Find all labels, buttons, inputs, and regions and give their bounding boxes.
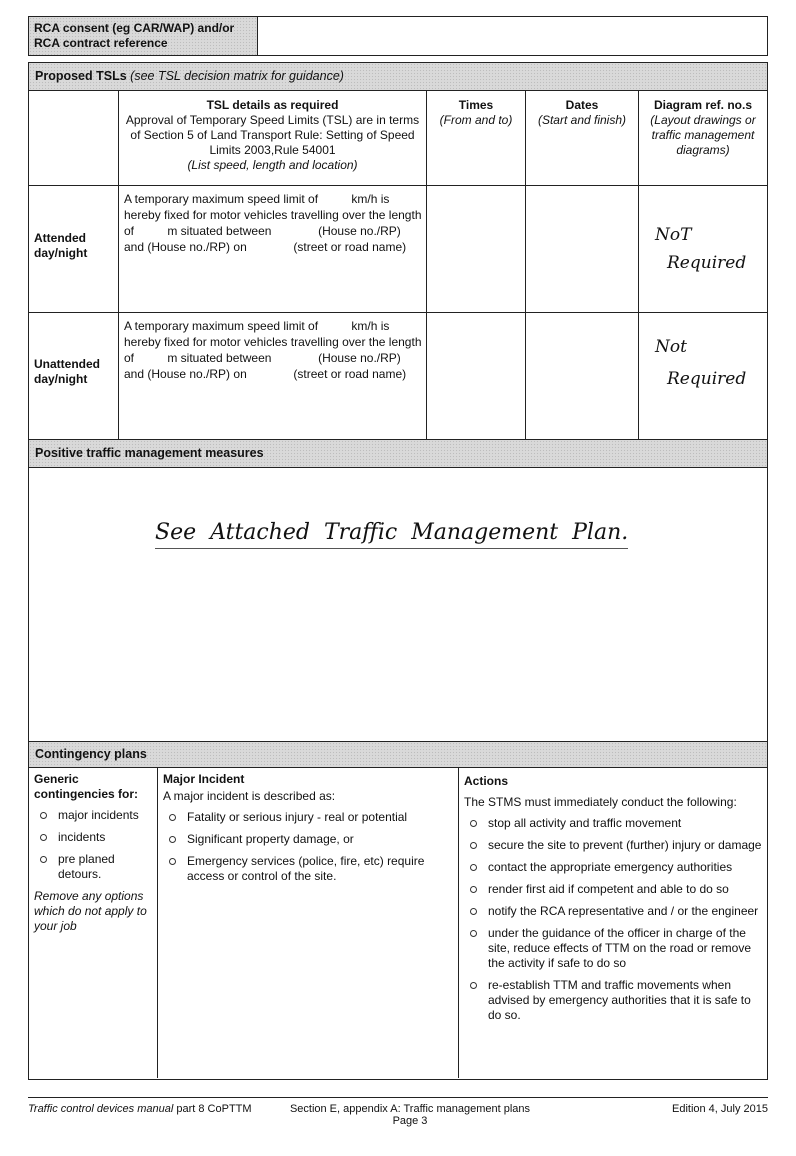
positive-measures-header <box>29 440 767 468</box>
contingency-section <box>28 742 768 1080</box>
tsl-section-note: (see TSL decision matrix for guidance) <box>130 69 344 83</box>
positive-measures-title: Positive traffic management measures <box>35 446 264 460</box>
actions <box>464 774 762 1030</box>
list-item: pre planed detours. <box>34 852 154 882</box>
list-item: secure the site to prevent (further) injury or damage <box>464 838 762 853</box>
list-item: stop all activity and traffic movement <box>464 816 762 831</box>
tsl-row-unattended-dates[interactable] <box>527 314 637 438</box>
generic-note: Remove any options which do not apply to your job <box>34 889 147 933</box>
list-item: incidents <box>34 830 154 845</box>
footer-center <box>270 1103 550 1127</box>
rca-consent-row <box>28 16 768 56</box>
footer-page: Page 3 <box>392 1115 428 1127</box>
rca-consent-label-line1: RCA consent (eg CAR/WAP) and/or <box>34 21 235 35</box>
tsl-row-unattended-times[interactable] <box>428 314 524 438</box>
tsl-times-header: Times <box>458 98 494 112</box>
footer-manual: Traffic control devices manual <box>28 1103 174 1115</box>
footer-edition: Edition 4, July 2015 <box>671 1103 768 1115</box>
list-item: Fatality or serious injury - real or potential <box>163 810 453 825</box>
generic-title: Generic contingencies for: <box>34 772 139 801</box>
actions-list <box>464 816 762 1023</box>
rca-consent-label-cell <box>29 17 258 55</box>
contingency-header <box>29 742 767 768</box>
tsl-section-header <box>29 63 767 91</box>
rca-consent-value-cell[interactable] <box>258 17 766 55</box>
list-item: notify the RCA representative and / or the engineer <box>464 904 762 919</box>
major-list <box>163 810 453 884</box>
actions-intro: The STMS must immediately conduct the following: <box>464 795 737 809</box>
footer-part: part 8 CoPTTM <box>176 1103 252 1115</box>
positive-measures-handwriting[interactable]: See Attached Traffic Management Plan. <box>155 520 628 549</box>
tsl-details-note: (List speed, length and location) <box>187 158 358 172</box>
footer-left <box>28 1103 252 1115</box>
tsl-dates-note: (Start and finish) <box>537 113 627 127</box>
generic-list <box>34 808 154 882</box>
footer-section: Section E, appendix A: Traffic management plans <box>289 1103 531 1115</box>
list-item: render first aid if competent and able to do so <box>464 882 762 897</box>
tsl-diagram-note: (Layout drawings or traffic management diagrams) <box>650 113 756 157</box>
positive-measures-section <box>28 440 768 742</box>
tsl-details-header: TSL details as required <box>206 98 339 112</box>
list-item: re-establish TTM and traffic movements when advised by emergency authorities that it is safe to do so. <box>464 978 762 1023</box>
tsl-row-attended-label: Attended day/night <box>34 231 88 260</box>
list-item: Emergency services (police, fire, etc) require access or control of the site. <box>163 854 453 884</box>
tsl-row-attended-diagram-handwriting: NoT Required <box>655 225 747 273</box>
tsl-diagram-header: Diagram ref. no.s <box>653 98 753 112</box>
tsl-row-attended-dates[interactable] <box>527 187 637 311</box>
generic-contingencies <box>34 772 154 934</box>
tsl-details-header-cell <box>121 98 424 173</box>
tsl-section <box>28 62 768 440</box>
tsl-row-attended-times[interactable] <box>428 187 524 311</box>
tsl-details-desc: Approval of Temporary Speed Limits (TSL) are in terms of Section 5 of Land Transport Rule: Setting of Speed Limits 2003,Rule 54001 <box>125 113 420 157</box>
tsl-dates-header: Dates <box>565 98 599 112</box>
list-item: contact the appropriate emergency authorities <box>464 860 762 875</box>
tsl-row-unattended-diagram-handwriting: Not Required <box>655 337 747 389</box>
tsl-diagram-header-cell <box>640 98 766 158</box>
tsl-section-title: Proposed TSLs <box>35 69 127 83</box>
actions-title: Actions <box>464 774 509 788</box>
tsl-row-unattended-label: Unattended day/night <box>34 357 100 386</box>
major-incident <box>163 772 453 891</box>
major-intro: A major incident is described as: <box>163 789 336 803</box>
tsl-times-note: (From and to) <box>439 113 513 127</box>
list-item: under the guidance of the officer in charge of the site, reduce effects of TTM on the road or remove the activity if safe to do so <box>464 926 762 971</box>
tsl-times-header-cell <box>428 98 524 128</box>
tsl-row-attended-text: A temporary maximum speed limit of km/h is hereby fixed for motor vehicles travelling over the length of m situated between (House no./RP) and (House no./RP) on (street or road name) <box>124 192 425 254</box>
list-item: Significant property damage, or <box>163 832 453 847</box>
list-item: major incidents <box>34 808 154 823</box>
tsl-dates-header-cell <box>527 98 637 128</box>
contingency-title: Contingency plans <box>35 747 147 761</box>
tsl-row-unattended-text: A temporary maximum speed limit of km/h is hereby fixed for motor vehicles travelling over the length of m situated between (House no./RP) and (House no./RP) on (street or road name) <box>124 319 425 381</box>
rca-consent-label-line2: RCA contract reference <box>34 36 168 50</box>
major-title: Major Incident <box>163 772 245 786</box>
